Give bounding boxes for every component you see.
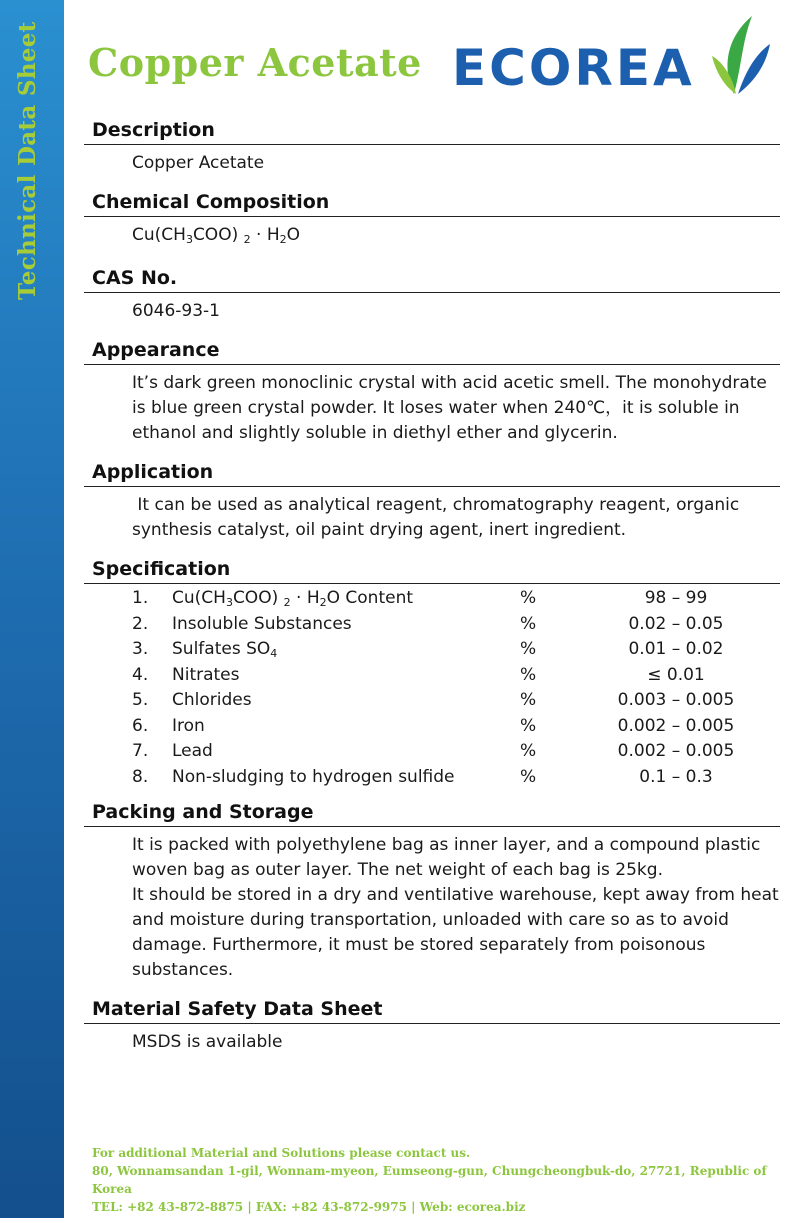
table-row: 3. Sulfates $SO_4$ % 0.01 – 0.02 xyxy=(132,639,724,660)
table-row: 4. Nitrates % ≤ 0.01 xyxy=(132,664,705,685)
section-heading-description: Description xyxy=(84,116,780,145)
section-heading-msds: Material Safety Data Sheet xyxy=(84,995,780,1024)
company-logo xyxy=(452,8,772,96)
table-row: 6. Iron % 0.002 – 0.005 xyxy=(132,715,735,736)
table-row: 7. Lead % 0.002 – 0.005 xyxy=(132,741,735,761)
table-row: 1. $Cu(CH_3COO) _2 \cdot H_2O$ Content % 98 – 99 xyxy=(132,588,708,609)
sidebar-band xyxy=(0,0,64,1218)
packing-body: It is packed with polyethylene bag as inner layer, and a compound plastic woven bag as outer layer. The net weight of each bag is 25kg. It should be stored in a dry and ventilative warehouse, kept away from heat and moisture during transportation, unloaded with care so as to avoid damage. Furthermore, it must be stored separately from poisonous substances. xyxy=(132,835,779,980)
composition-formula: $Cu(CH_3COO) _2 \cdot H_2O$ xyxy=(132,225,300,246)
application-body: It can be used as analytical reagent, chromatography reagent, organic synthesis catalyst, oil paint drying agent, inert ingredient. xyxy=(132,495,740,540)
leaf-icon xyxy=(712,8,772,96)
footer-line-contact: For additional Material and Solutions please contact us. xyxy=(92,1146,471,1160)
specification-table xyxy=(84,584,780,792)
description-body: Copper Acetate xyxy=(132,153,265,173)
section-heading-packing: Packing and Storage xyxy=(84,798,780,827)
table-row: 8. Non-sludging to hydrogen sulfide % 0.1 – 0.3 xyxy=(132,766,713,787)
sidebar-label: Technical Data Sheet xyxy=(14,21,41,300)
contact-footer xyxy=(92,1144,792,1216)
page-title: Copper Acetate xyxy=(88,40,422,85)
appearance-body: It’s dark green monoclinic crystal with acid acetic smell. The monohydrate is blue green crystal powder. It loses water when 240℃，it is soluble in ethanol and slightly soluble in diethyl ether and glycerin. xyxy=(132,373,767,443)
table-row: 5. Chlorides % 0.003 – 0.005 xyxy=(132,690,735,710)
section-heading-application: Application xyxy=(84,458,780,487)
content-area xyxy=(84,110,780,1061)
section-heading-composition: Chemical Composition xyxy=(84,188,780,217)
section-heading-appearance: Appearance xyxy=(84,336,780,365)
cas-number: 6046-93-1 xyxy=(132,301,220,321)
footer-line-phone: TEL: +82 43-872-8875 | FAX: +82 43-872-9975 | Web: ecorea.biz xyxy=(92,1200,526,1214)
msds-body: MSDS is available xyxy=(132,1032,283,1052)
footer-line-address: 80, Wonnamsandan 1-gil, Wonnam-myeon, Eumseong-gun, Chungcheongbuk-do, 27721, Republic of Korea xyxy=(92,1164,767,1196)
section-heading-specification: Specification xyxy=(84,555,780,584)
section-heading-cas: CAS No. xyxy=(84,264,780,293)
table-row: 2. Insoluble Substances % 0.02 – 0.05 xyxy=(132,613,724,634)
logo-text: ECOREA xyxy=(452,39,695,97)
